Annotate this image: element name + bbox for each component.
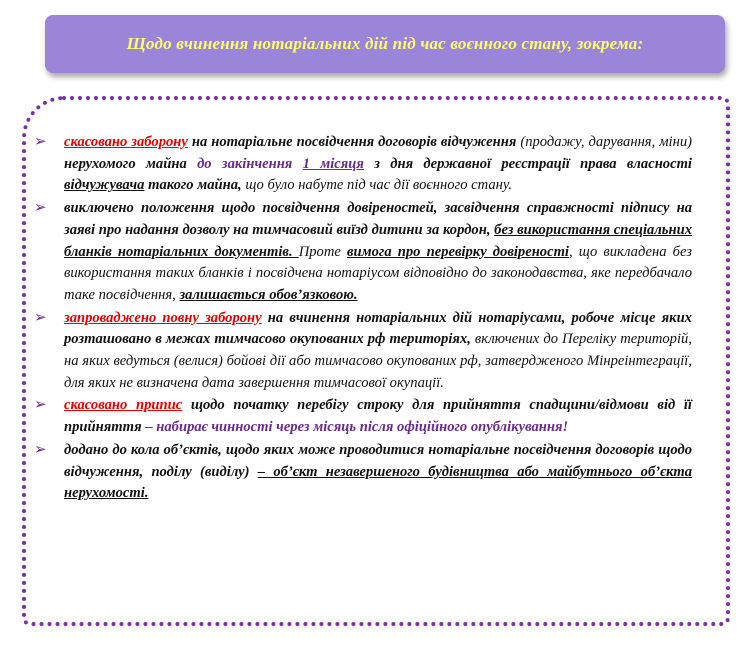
- bullet-list: [34, 132, 692, 506]
- highlight-purple-underlined: 1 місяця: [302, 155, 364, 172]
- list-item: [34, 132, 692, 197]
- text-bold-underlined: без використання спеціальних бланків нотаріальних документів.: [64, 221, 692, 260]
- arrow-bullet-icon: ➢: [34, 397, 47, 414]
- text-bold: нерухомого майна: [64, 155, 187, 172]
- page-title: Щодо вчинення нотаріальних дій під час воєнного стану, зокрема:: [126, 34, 644, 53]
- header-banner: [45, 15, 725, 73]
- list-item: [34, 308, 692, 395]
- arrow-bullet-icon: ➢: [34, 134, 47, 150]
- highlight-red: скасовано припис: [64, 397, 183, 414]
- text-plain: , що викладена без використання таких бланків і посвідчена нотаріусом відповідно до законодавства, яке передбачало таке посвідчення,: [64, 243, 692, 303]
- highlight-purple: – набирає чинності через місяць після офіційного опублікування!: [141, 419, 569, 436]
- list-item: [34, 440, 692, 505]
- text-bold: такого майна,: [144, 177, 242, 194]
- text-bold: щодо початку перебігу строку для прийняття спадщини/відмови від її прийняття: [64, 397, 692, 436]
- text-bold-underlined: – об’єкт незавершеного будівництва або майбутнього об’єкта нерухомості.: [64, 463, 692, 502]
- text-bold: на вчинення нотаріальних дій нотаріусами, робоче місце яких розташовано в межах тимчасово окупованих рф територіях,: [64, 309, 692, 348]
- text-bold-underlined: вимога про перевірку довіреності: [347, 243, 569, 260]
- text-bold-underlined: відчужувача: [64, 177, 145, 194]
- arrow-bullet-icon: ➢: [34, 200, 47, 217]
- text-plain: Проте: [298, 243, 347, 260]
- list-item: [34, 198, 692, 307]
- highlight-purple: до закінчення: [186, 155, 303, 172]
- text-bold: виключено положення щодо посвідчення довіреностей, засвідчення справжності підпису на заяві про надання дозволу на тимчасовий виїзд дитини за кордон,: [64, 200, 692, 238]
- text-plain: що було набуте під час дії воєнного стану.: [241, 177, 513, 194]
- text-bold-underlined: залишається обов’язковою.: [179, 286, 358, 303]
- arrow-bullet-icon: ➢: [34, 441, 47, 458]
- list-item: [34, 395, 692, 438]
- text-bold: додано до кола об’єктів, щодо яких може проводитися нотаріальне посвідчення договорів щодо відчуження, поділу (виділу): [64, 441, 692, 480]
- text-bold: на нотаріальне посвідчення договорів відчуження: [187, 134, 517, 150]
- highlight-red: скасовано заборону: [64, 134, 188, 150]
- text-bold: з дня державної реєстрації права власності: [363, 155, 692, 172]
- text-plain: (продажу, дарування, міни): [516, 134, 692, 150]
- arrow-bullet-icon: ➢: [34, 309, 47, 326]
- text-plain: включених до Переліку територій, на яких ведуться (велися) бойові дії або тимчасово окупованих рф, затвердженого Мінреінтеграції, для яких не визначена дата завершення тимчасової окупації.: [64, 331, 692, 391]
- highlight-red: запроваджено повну заборону: [64, 309, 262, 326]
